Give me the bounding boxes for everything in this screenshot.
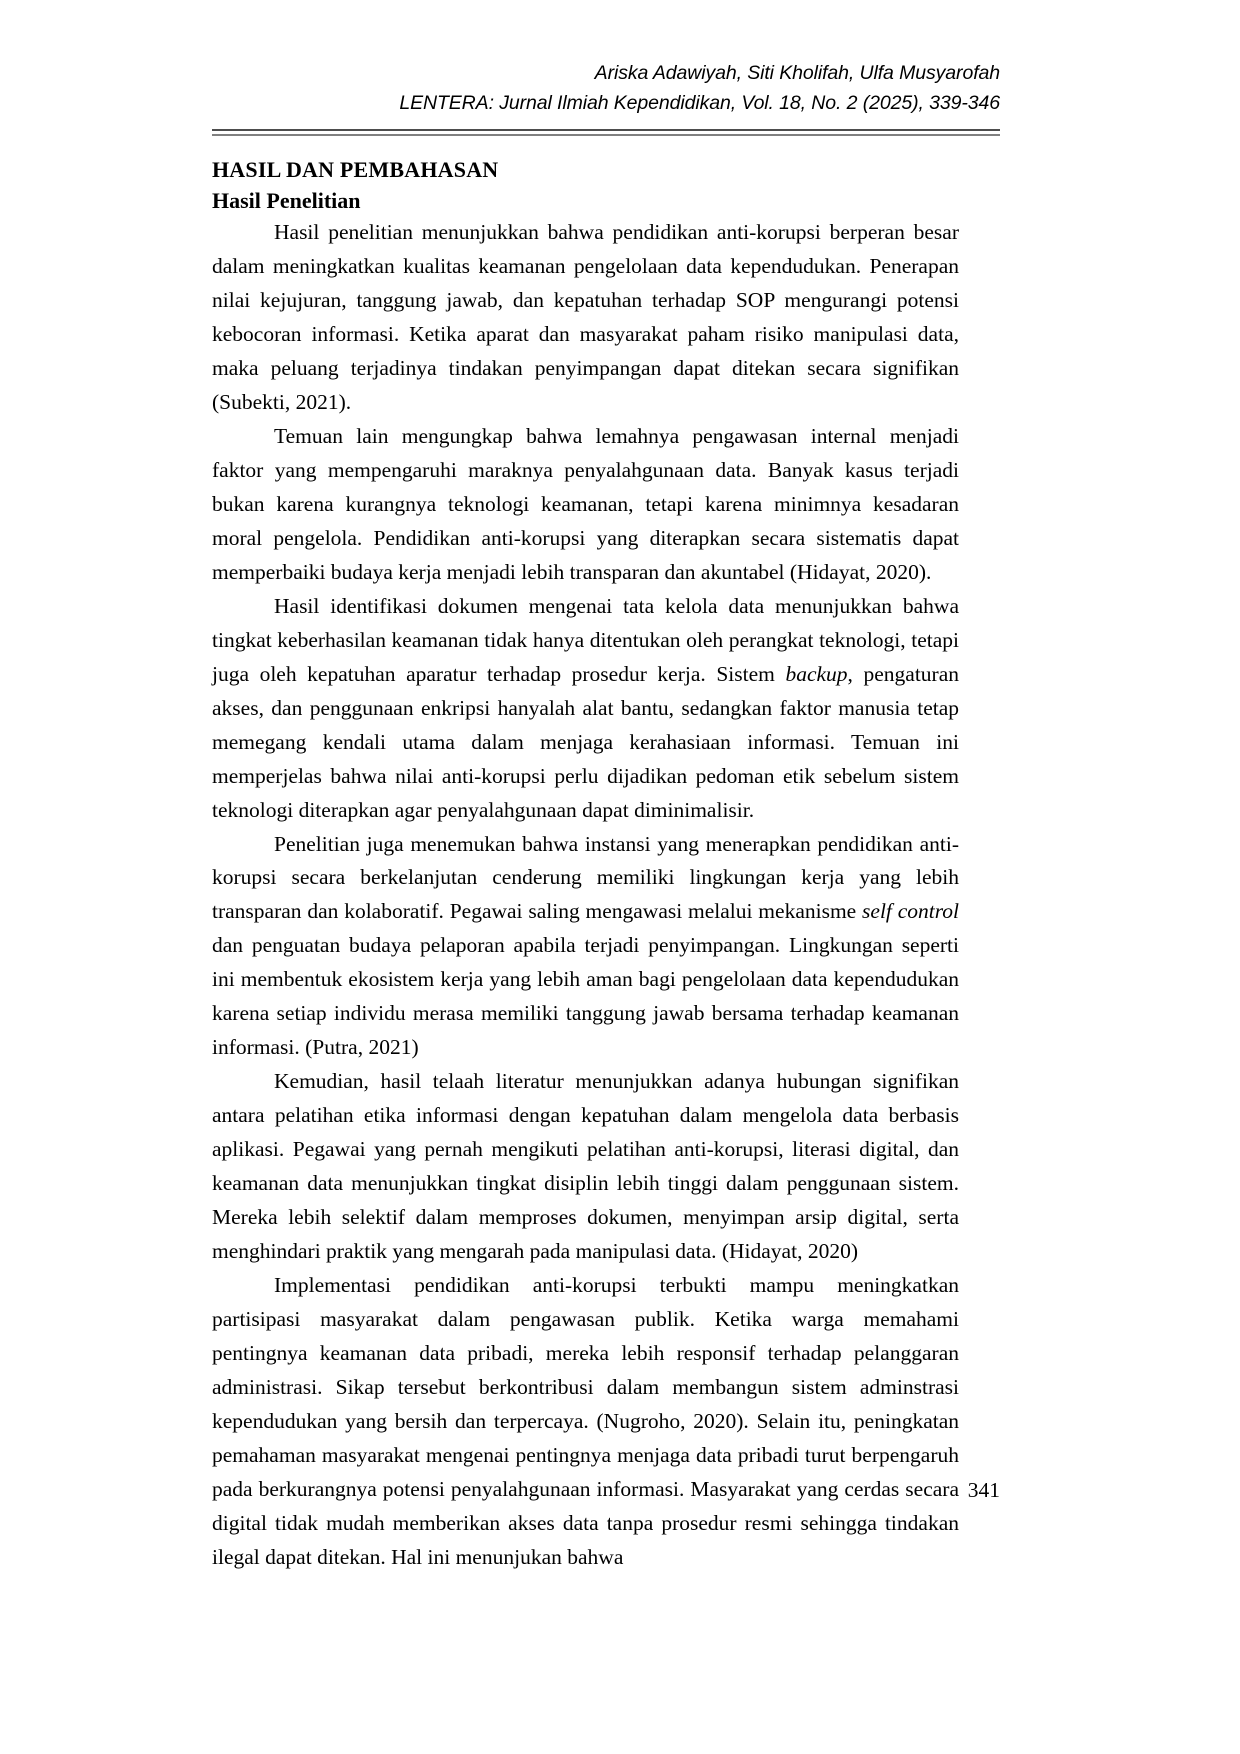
paragraph-6: Implementasi pendidikan anti-korupsi terbukti mampu meningkatkan partisipasi masyarakat dalam pengawasan publik. Ketika warga memahami pentingnya keamanan data pribadi, mereka lebih responsif terhadap pelanggaran administrasi. Sikap tersebut berkontribusi dalam membangun sistem adminstrasi kependudukan yang bersih dan terpercaya. (Nugroho, 2020). Selain itu, peningkatan pemahaman masyarakat mengenai pentingnya menjaga data pribadi turut berpengaruh pada berkurangnya potensi penyalahgunaan informasi. Masyarakat yang cerdas secara digital tidak mudah memberikan akses data tanpa prosedur resmi sehingga tindakan ilegal dapat ditekan. Hal ini menunjukan bahwa bbox=[212, 1273, 959, 1569]
paragraph-3 bbox=[212, 590, 959, 828]
paragraph-4-after-emphasis: dan penguatan budaya pelaporan apabila terjadi penyimpangan. Lingkungan seperti ini membentuk ekosistem kerja yang lebih aman bagi pengelolaan data kependudukan karena setiap individu merasa memiliki tanggung jawab bersama terhadap keamanan informasi. (Putra, 2021) bbox=[212, 933, 959, 1060]
page-number: 341 bbox=[967, 1478, 1000, 1502]
paragraph-1: Hasil penelitian menunjukkan bahwa pendidikan anti-korupsi berperan besar dalam meningkatkan kualitas keamanan pengelolaan data kependudukan. Penerapan nilai kejujuran, tanggung jawab, dan kepatuhan terhadap SOP mengurangi potensi kebocoran informasi. Ketika aparat dan masyarakat paham risiko manipulasi data, maka peluang terjadinya tindakan penyimpangan dapat ditekan secara signifikan (Subekti, 2021). bbox=[212, 220, 959, 414]
header-authors: Ariska Adawiyah, Siti Kholifah, Ulfa Musyarofah bbox=[594, 62, 1000, 84]
paragraph-5: Kemudian, hasil telaah literatur menunjukkan adanya hubungan signifikan antara pelatihan etika informasi dengan kepatuhan dalam mengelola data berbasis aplikasi. Pegawai yang pernah mengikuti pelatihan anti-korupsi, literasi digital, dan keamanan data menunjukkan tingkat disiplin lebih tinggi dalam penggunaan sistem. Mereka lebih selektif dalam memproses dokumen, menyimpan arsip digital, serta menghindari praktik yang mengarah pada manipulasi data. (Hidayat, 2020) bbox=[212, 1069, 959, 1264]
paragraph-3-before-emphasis: Hasil identifikasi dokumen mengenai tata kelola data menunjukkan bahwa tingkat keberhasilan keamanan tidak hanya ditentukan oleh perangkat teknologi, tetapi juga oleh kepatuhan aparatur terhadap prosedur kerja. Sistem bbox=[212, 593, 959, 686]
paragraph-4-before-emphasis: Penelitian juga menemukan bahwa instansi yang menerapkan pendidikan anti-korupsi secara berkelanjutan cenderung memiliki lingkungan kerja yang lebih transparan dan kolaboratif. Pegawai saling mengawasi melalui mekanisme bbox=[212, 831, 959, 924]
paragraph-2: Temuan lain mengungkap bahwa lemahnya pengawasan internal menjadi faktor yang mempengaruhi maraknya penyalahgunaan data. Banyak kasus terjadi bukan karena kurangnya teknologi keamanan, tetapi karena minimnya kesadaran moral pengelola. Pendidikan anti-korupsi yang diterapkan secara sistematis dapat memperbaiki budaya kerja menjadi lebih transparan dan akuntabel (Hidayat, 2020). bbox=[212, 423, 959, 584]
paragraph-4-emphasis: self control bbox=[862, 899, 960, 924]
paragraph-3-after-emphasis: , pengaturan akses, dan penggunaan enkripsi hanyalah alat bantu, sedangkan faktor manusia tetap memegang kendali utama dalam menjaga kerahasiaan informasi. Temuan ini memperjelas bahwa nilai anti-korupsi perlu dijadikan pedoman etik sebelum sistem teknologi diterapkan agar penyalahgunaan dapat diminimalisir. bbox=[212, 661, 959, 822]
paragraph-4 bbox=[212, 828, 959, 1066]
header-divider bbox=[212, 129, 1000, 136]
paragraph-3-emphasis: backup bbox=[785, 661, 848, 686]
main-content bbox=[212, 155, 959, 1575]
running-header bbox=[210, 58, 1000, 118]
section-heading: HASIL DAN PEMBAHASAN bbox=[212, 157, 499, 182]
header-rule-thin bbox=[212, 134, 1000, 136]
header-journal-info: LENTERA: Jurnal Ilmiah Kependidikan, Vol. 18, No. 2 (2025), 339-346 bbox=[399, 92, 1000, 115]
subsection-heading: Hasil Penelitian bbox=[212, 188, 361, 214]
